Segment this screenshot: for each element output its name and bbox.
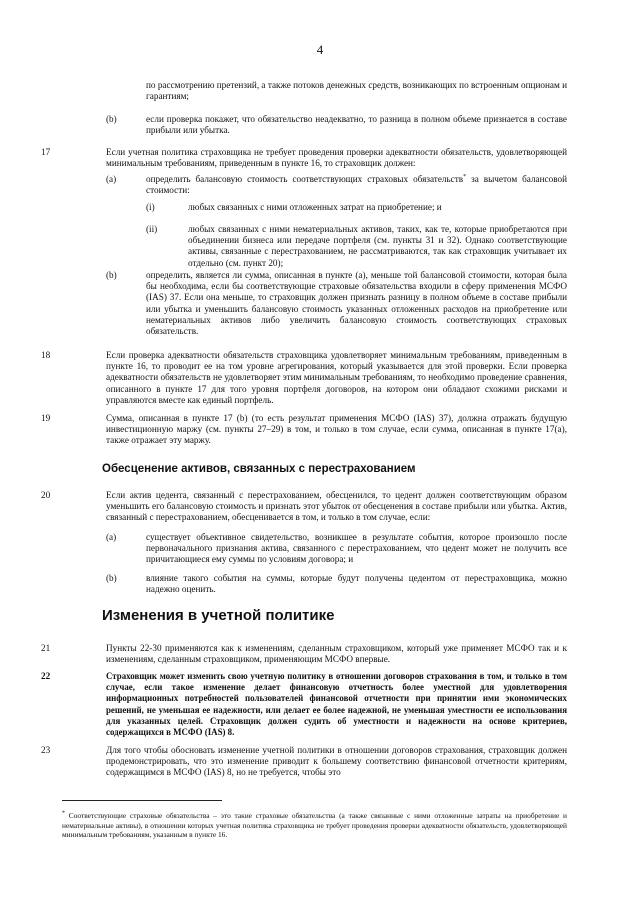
footnote <box>62 811 567 840</box>
item-b-text: если проверка покажет, что обязательство неадекватно, то разница в полном объеме признается в составе прибыли или убытка. <box>146 114 567 136</box>
section-heading-reinsurance-impairment: Обесценение активов, связанных с перестрахованием <box>102 463 416 475</box>
p20-item-a-label: (a) <box>106 532 117 542</box>
paragraph-number-20: 20 <box>41 490 51 500</box>
item-a-continuation: по рассмотрению претензий, а также потоков денежных средств, возникающих по встроенным опционам и гарантиям; <box>146 80 567 102</box>
footnote-text: Соответствующие страховые обязательства – это такие страховые обязательства (а также связанные с ними отложенные затраты на приобретение и нематериальные активы), в отношении которых учетная политика страховщика не требует проведения проверки адекватности обязательств, удовлетворяющей минимальным требованиям, указанным в пункте 16. <box>62 811 567 839</box>
paragraph-number-19: 19 <box>41 413 51 423</box>
paragraph-18-text: Если проверка адекватности обязательств страховщика удовлетворяет минимальным требованиям, приведенным в пункте 16, то проводит ее на том уровне агрегирования, который указывается для этой проверки. Если проверка адекватности обязательств не удовлетворяет этим минимальным требованиям, то необходимо проведение сравнения, описанного в пункте 17 для того уровня портфеля договоров, на котором они обладают схожими рисками и управляются вместе как единый портфель. <box>106 350 567 405</box>
footnote-mark: * <box>62 810 65 817</box>
paragraph-23-text: Для того чтобы обосновать изменение учетной политики в отношении договоров страхования, страховщик должен продемонстрировать, что это изменение приводит к большему соответствию финансовой отчетности критериям, содержащимся в МСФО (IAS) 8, но не требуется, чтобы это <box>106 745 567 778</box>
paragraph-number-21: 21 <box>41 643 51 653</box>
p20-item-a-text: существует объективное свидетельство, возникшее в результате события, которое произошло после первоначального признания актива, связанного с перестрахованием, что цедент может не получить все причитающиеся ему суммы по условиям договора; и <box>146 532 567 565</box>
p17-item-a-text-pre: определить балансовую стоимость соответствующих страховых обязательств <box>146 174 464 184</box>
section-heading-accounting-policy-changes: Изменения в учетной политике <box>102 607 335 624</box>
p17-item-a-text-post: за вычетом балансовой стоимости: <box>146 174 567 196</box>
paragraph-20-text: Если актив цедента, связанный с перестрахованием, обесценился, то цедент должен соответствующим образом уменьшить его балансовую стоимость и признать этот убыток от обесценения в составе прибыли или убытка. Актив, связанный с перестрахованием, обесценивается в том, и только в том случае, если: <box>106 490 567 523</box>
p17-item-b-text: определить, является ли сумма, описанная в пункте (a), меньше той балансовой стоимости, которая была бы необходима, если бы соответствующие страховые обязательства входили в сферу применения МСФО (IAS) 37. Если она меньше, то страховщик должен признать разницу в полном объеме в составе прибыли или убытка и уменьшить балансовую стоимость указанных отложенных расходов на приобретение или нематериальных активов либо увеличить балансовую стоимость соответствующих страховых обязательств. <box>146 270 567 337</box>
paragraph-17-text: Если учетная политика страховщика не требует проведения проверки адекватности обязательств, удовлетворяющей минимальным требованиям, приведенным в пункте 16, то страховщик должен: <box>106 147 567 169</box>
p17-item-ii-label: (ii) <box>146 224 158 234</box>
p17-item-ii-text: любых связанных с ними нематериальных активов, таких, как те, которые приобретаются при объединении бизнеса или передаче портфеля (см. пункты 31 и 32). Однако соответствующие активы, связанные с перестрахованием, не рассматриваются, так как страховщик учитывает их отдельно (см. пункт 20); <box>188 224 567 268</box>
item-b-label: (b) <box>106 114 117 124</box>
paragraph-19-text: Сумма, описанная в пункте 17 (b) (то есть результат применения МСФО (IAS) 37), должна отражать будущую инвестиционную маржу (см. пункты 27–29) в том, и только в том случае, если сумма, описанная в пункте 17(a), также отражает эту маржу. <box>106 413 567 446</box>
footnote-reference-mark: * <box>463 173 467 180</box>
paragraph-number-17: 17 <box>41 147 51 157</box>
p17-item-b-label: (b) <box>106 270 117 280</box>
p17-item-i-text: любых связанных с ними отложенных затрат на приобретение; и <box>188 202 442 212</box>
p20-item-b-text: влияние такого события на суммы, которые будут получены цедентом от перестраховщика, можно надежно оценить. <box>146 573 567 595</box>
paragraph-number-22: 22 <box>41 671 51 681</box>
footnote-separator <box>62 800 222 801</box>
paragraph-number-23: 23 <box>41 745 51 755</box>
paragraph-number-18: 18 <box>41 350 51 360</box>
p20-item-b-label: (b) <box>106 573 117 583</box>
paragraph-21-text: Пункты 22-30 применяются как к изменениям, сделанным страховщиком, который уже применяет МСФО так и к изменениям, сделанным страховщиком, применяющим МСФО впервые. <box>106 643 567 665</box>
p17-item-a-label: (a) <box>106 174 117 184</box>
paragraph-22-text: Страховщик может изменить свою учетную политику в отношении договоров страхования в том, и только в том случае, если такое изменение делает финансовую отчетность более уместной для удовлетворения информационных потребностей пользователей финансовой отчетности при принятии ими экономических решений, не уменьшая ее надежности, или делает ее более надежной, не уменьшая уместности ее использования для указанных целей. Страховщик должен судить об уместности и надежности на основе критериев, содержащихся в МСФО (IAS) 8. <box>106 671 567 738</box>
p17-item-a-text <box>146 174 567 196</box>
p17-item-i-label: (i) <box>146 202 155 212</box>
page-number: 4 <box>316 42 324 57</box>
